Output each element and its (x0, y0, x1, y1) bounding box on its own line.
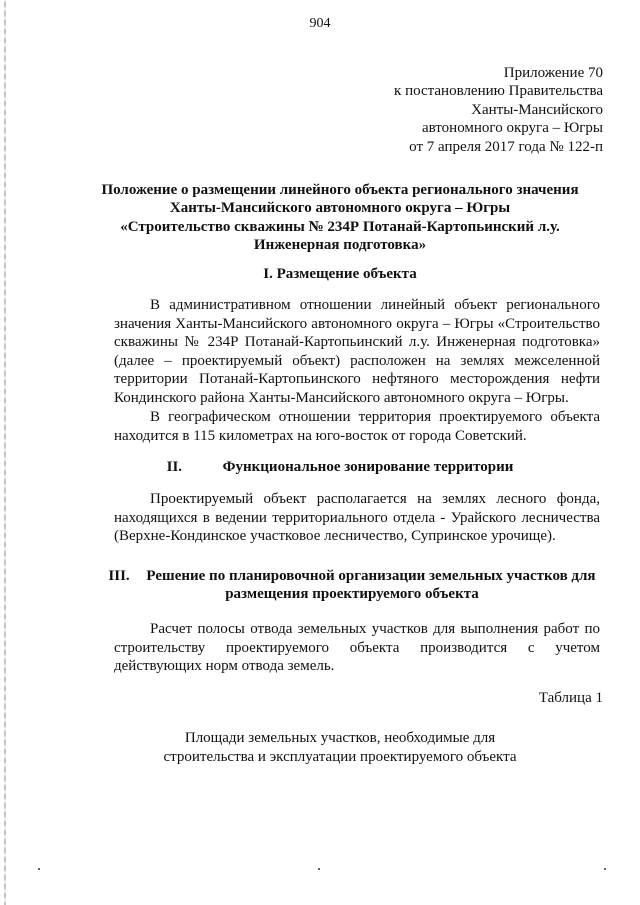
section3-heading (104, 567, 600, 604)
title-line: Ханты-Мансийского автономного округа – Югры (169, 200, 511, 217)
table-caption-line: Площади земельных участков, необходимые для (184, 730, 496, 746)
table-caption (80, 729, 600, 767)
title-line: Положение о размещении линейного объекта регионального значения (101, 182, 579, 198)
section2-heading-text: Функциональное зонирование территории (222, 459, 514, 475)
page-number: 904 (309, 16, 331, 31)
appendix-block (394, 64, 603, 156)
scan-speck (604, 868, 606, 870)
appendix-line: автономного округа – Югры (421, 120, 603, 137)
appendix-line: от 7 апреля 2017 года № 122-п (409, 138, 603, 155)
document-title (80, 181, 600, 255)
scan-edge-marks (4, 0, 6, 905)
section3-paragraph: Расчет полосы отвода земельных участков для выполнения работ по строительству проектируемого объекта производится с учетом действующих норм отвода земель. (114, 621, 600, 675)
title-line: «Строительство скважины № 234Р Потанай-Картопьинский л.у. (120, 218, 560, 235)
section1-paragraph-1: В административном отношении линейный объект регионального значения Ханты-Мансийского автономного округа – Югры «Строительство скважины № 234Р Потанай-Картопьинский л.у. Инженерная подготовка» (далее – проектируемый объект) расположен на землях межселенной территории Потанай-Картопьинского нефтяного месторождения нефти Кондинского района Ханты-Мансийского автономного округа – Югры. (114, 297, 600, 406)
section3-heading-line: Решение по планировочной организации земельных участков для (146, 568, 596, 584)
scan-speck (38, 868, 40, 870)
section2-paragraph: Проектируемый объект располагается на землях лесного фонда, находящихся в ведении территориального отдела - Урайского лесничества (Верхне-Кондинское участковое лесничество, Супринское урочище). (114, 491, 600, 545)
section1-paragraph-2: В географическом отношении территория проектируемого объекта находится в 115 километрах на юго-восток от города Советский. (114, 409, 600, 444)
appendix-line: к постановлению Правительства (394, 83, 603, 100)
appendix-line: Приложение 70 (503, 65, 603, 81)
section3-number: III. (108, 568, 130, 584)
scan-speck (318, 868, 320, 870)
appendix-line: Ханты-Мансийского (471, 101, 603, 118)
section3-heading-line: размещения проектируемого объекта (225, 586, 479, 603)
section2-heading (80, 458, 600, 476)
title-line: Инженерная подготовка» (253, 237, 427, 254)
section2-number: II. (166, 459, 183, 475)
section1-heading: I. Размещение объекта (263, 266, 417, 282)
table-label: Таблица 1 (538, 690, 603, 706)
table-caption-line: строительства и эксплуатации проектируемого объекта (163, 749, 517, 765)
